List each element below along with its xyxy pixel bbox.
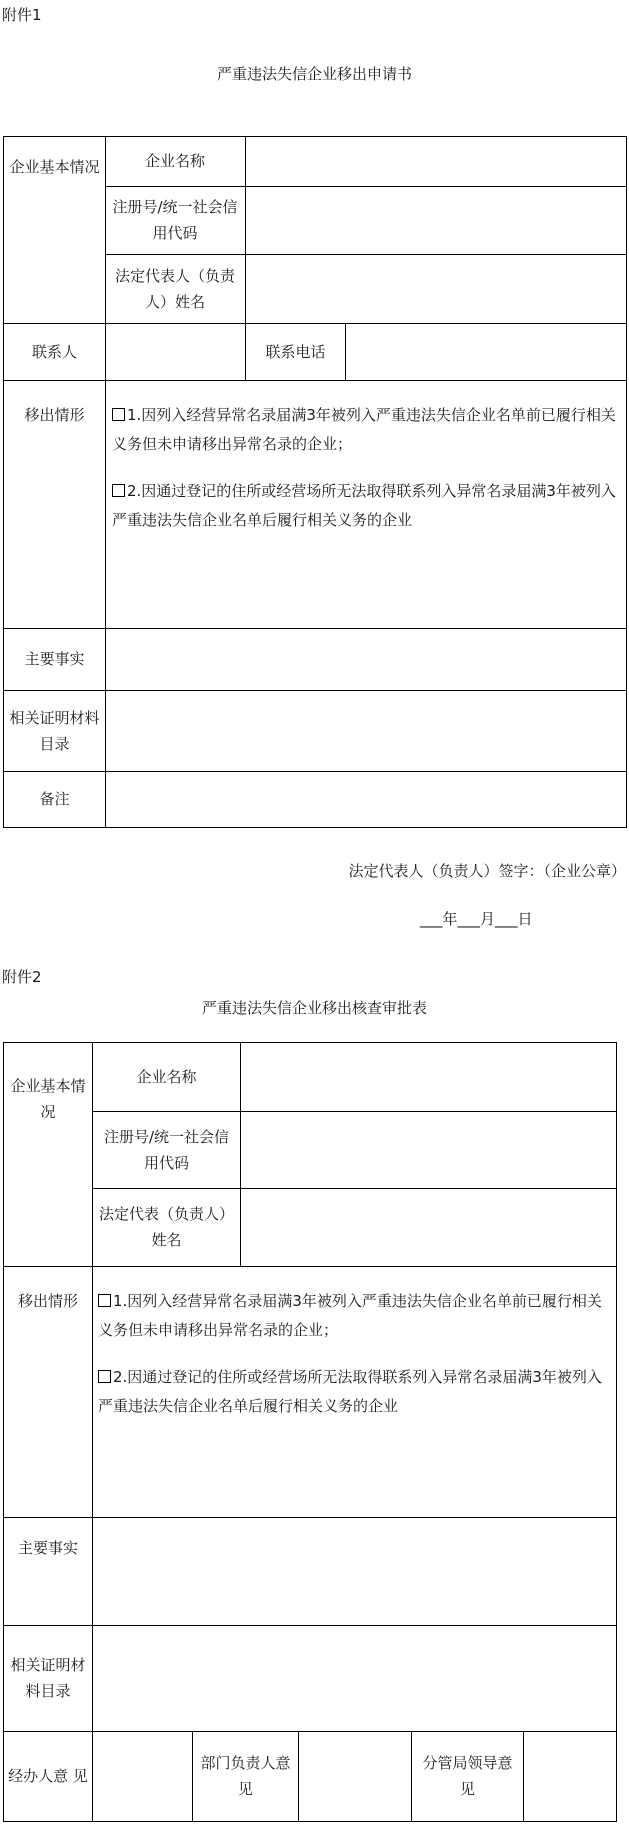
annex2-title: 严重违法失信企业移出核查审批表 [201,999,427,1017]
annex2-handler-opinion-field[interactable] [93,1731,192,1821]
annex1-remarks-label: 备注 [39,790,70,808]
checkbox-icon[interactable] [98,1294,111,1307]
annex1-facts-label: 主要事实 [24,650,85,668]
annex1-materials-field[interactable] [106,690,626,771]
annex2-reg-no-field[interactable] [241,1111,616,1188]
annex2-removal-label: 移出情形 [17,1292,78,1310]
annex2-dept-head-opinion-field[interactable] [299,1731,411,1821]
annex2-basic-info-label: 企业基本情况 [10,1077,86,1121]
annex1-option-2[interactable]: 2.因通过登记的住所或经营场所无法取得联系列入异常名录届满3年被列入严重违法失信企业名单后履行相关义务的企业 [112,482,616,529]
checkbox-icon[interactable] [98,1370,111,1383]
annex1-label: 附件1 [2,6,42,24]
annex1-removal-label: 移出情形 [24,406,85,424]
annex1-company-name-field[interactable] [246,136,626,186]
annex1-materials-label: 相关证明材料目录 [9,708,100,753]
annex2-label: 附件2 [2,968,42,986]
annex2-option-2[interactable]: 2.因通过登记的住所或经营场所无法取得联系列入异常名录届满3年被列入严重违法失信企业名单后履行相关义务的企业 [98,1368,602,1415]
annex2-company-name-field[interactable] [241,1042,616,1111]
annex2-materials-field[interactable] [93,1625,616,1731]
annex1-reg-no-field[interactable] [246,186,626,254]
annex1-company-name-label: 企业名称 [144,152,205,170]
annex1-basic-info-label: 企业基本情况 [9,158,100,176]
annex1-signature-line: 法定代表人（负责人）签字：（企业公章） [348,862,626,880]
annex2-company-name-label: 企业名称 [136,1067,197,1086]
annex1-option-1[interactable]: 1.因列入经营异常名录届满3年被列入严重违法失信企业名单前已履行相关义务但未申请移出异常名录的企业； [112,406,616,453]
annex1-legal-rep-field[interactable] [246,254,626,323]
annex1-contact-field[interactable] [106,323,245,380]
annex1-reg-no-label: 注册号/统一社会信用代码 [112,198,238,242]
annex2-option-1[interactable]: 1.因列入经营异常名录届满3年被列入严重违法失信企业名单前已履行相关义务但未申请移出异常名录的企业； [98,1292,602,1339]
annex2-legal-rep-field[interactable] [241,1188,616,1266]
annex2-dept-head-opinion-label: 部门负责人意 见 [200,1754,291,1798]
annex1-title: 严重违法失信企业移出申请书 [216,65,412,83]
annex2-leader-opinion-label: 分管局领导意见 [422,1754,513,1798]
annex1-legal-rep-label: 法定代表人（负责人）姓名 [114,266,235,311]
annex2-legal-rep-label: 法定代表（负责人）姓名 [98,1205,234,1249]
annex2-reg-no-label: 注册号/统一社会信用代码 [103,1127,230,1172]
annex2-materials-label: 相关证明材料目录 [10,1656,86,1700]
annex1-facts-field[interactable] [106,628,626,690]
annex2-handler-opinion-label: 经办人意 见 [8,1767,88,1785]
annex1-phone-label: 联系电话 [265,342,326,361]
annex1-remarks-field[interactable] [106,771,626,827]
annex1-phone-field[interactable] [346,323,626,380]
checkbox-icon[interactable] [112,484,125,497]
checkbox-icon[interactable] [112,408,125,421]
annex2-leader-opinion-field[interactable] [524,1731,616,1821]
annex1-date-line: ___年___月___日 [420,910,533,928]
annex2-facts-field[interactable] [93,1517,616,1625]
annex2-facts-label: 主要事实 [17,1539,78,1557]
annex1-contact-label: 联系人 [31,342,77,361]
